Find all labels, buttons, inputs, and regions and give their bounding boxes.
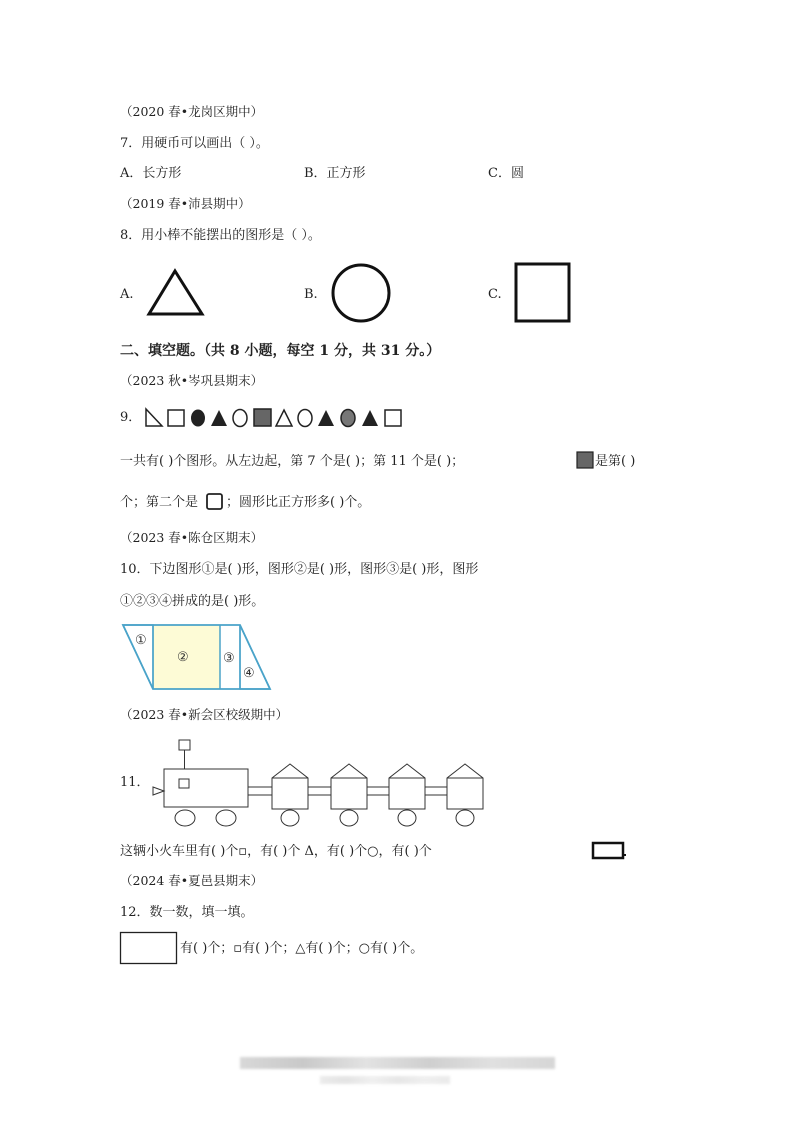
q9-number: 9． (120, 410, 142, 425)
q7-stem: 7．用硬币可以画出（ ）。 (120, 136, 269, 151)
q7-source: （2020 春•龙岗区期中） (120, 104, 264, 119)
shaded-circle-icon (341, 410, 355, 427)
filled-triangle-icon (318, 410, 334, 426)
q11-source: （2023 春•新会区校级期中） (120, 707, 289, 722)
shaded-square-icon (254, 409, 271, 426)
q7-option-b: B．正方形 (304, 166, 366, 181)
q9-line2-end: ；圆形比正方形多( )个。 (226, 495, 371, 510)
q9-source: （2023 秋•岑巩县期末） (120, 373, 264, 388)
figure-label-1: ① (135, 633, 147, 648)
q8-option-c-label: C. (488, 287, 502, 302)
triangle-icon (276, 410, 292, 426)
figure-label-2: ② (177, 650, 189, 665)
circle-icon (298, 410, 312, 427)
train-figure (150, 737, 490, 829)
blurred-footer-text (240, 1057, 555, 1069)
q12-answer-line: 有( )个；▫有( )个；△有( )个；○有( )个。 (180, 941, 424, 956)
triangle-figure (146, 268, 206, 318)
q7-option-c: C．圆 (488, 166, 524, 181)
parallelogram-figure (120, 622, 275, 694)
q8-option-a-label: A. (120, 287, 134, 302)
q9-line1-end: 是第( ) (595, 454, 636, 469)
figure-label-3: ③ (223, 651, 235, 666)
circle-figure (330, 262, 392, 324)
q11-answer-line: 这辆小火车里有( )个▫，有( )个 Δ，有( )个○，有( )个 (120, 844, 432, 859)
q12-stem: 12．数一数，填一填。 (120, 905, 254, 920)
q10-line2: ①②③④拼成的是( )形。 (120, 594, 265, 609)
q8-option-b-label: B. (304, 287, 318, 302)
q9-line2-start: 个；第二个是 (120, 495, 199, 510)
shaded-square-icon (576, 451, 594, 469)
filled-triangle-icon (362, 410, 378, 426)
figure-label-4: ④ (243, 666, 255, 681)
q8-source: （2019 春•沛县期中） (120, 196, 251, 211)
q8-stem: 8．用小棒不能摆出的图形是（ ）。 (120, 228, 321, 243)
q9-line1: 一共有( )个图形。从左边起，第 7 个是( )；第 11 个是( )； (120, 454, 465, 469)
q9-shape-sequence (144, 406, 406, 430)
square-icon (168, 410, 184, 426)
square-figure (514, 262, 572, 324)
q10-line1: 10．下边图形①是( )形，图形②是( )形，图形③是( )形，图形 (120, 562, 479, 577)
blurred-footer-subtext (320, 1076, 450, 1084)
right-triangle-icon (146, 409, 162, 426)
rectangle-icon (591, 841, 627, 861)
section-title: 二、填空题。（共 8 小题，每空 1 分，共 31 分。） (120, 343, 441, 359)
q12-source: （2024 春•夏邑县期末） (120, 873, 264, 888)
filled-triangle-icon (211, 410, 227, 426)
circle-icon (233, 410, 247, 427)
q10-source: （2023 春•陈仓区期末） (120, 530, 264, 545)
square-icon (385, 410, 401, 426)
square-icon (205, 492, 225, 512)
filled-circle-icon (191, 410, 205, 427)
rectangle-figure (119, 931, 179, 966)
q7-option-a: A．长方形 (120, 166, 182, 181)
q11-number: 11． (120, 775, 150, 790)
